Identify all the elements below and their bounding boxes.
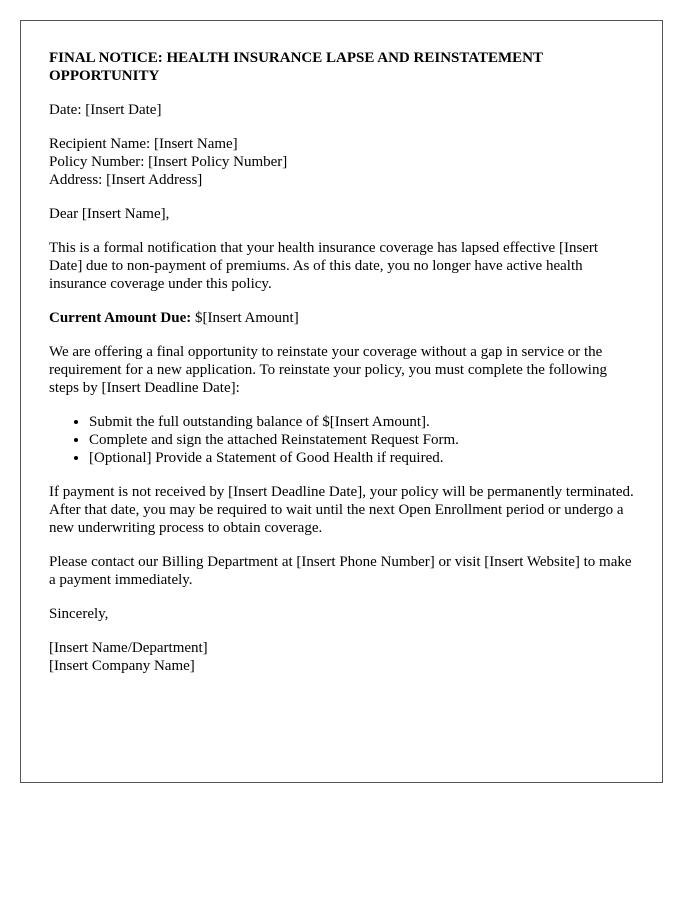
amount-due-value: $[Insert Amount] bbox=[191, 310, 299, 326]
amount-due bbox=[49, 309, 634, 327]
letter-page bbox=[20, 20, 663, 783]
salutation: Dear [Insert Name], bbox=[49, 206, 170, 222]
signature-name: [Insert Name/Department] bbox=[49, 640, 208, 656]
recipient-address: Address: [Insert Address] bbox=[49, 172, 203, 188]
closing: Sincerely, bbox=[49, 606, 109, 622]
termination-paragraph: If payment is not received by [Insert Deadline Date], your policy will be permanently terminated. After that date, you may be required to wait until the next Open Enrollment period or undergo a new underwriting process to obtain coverage. bbox=[49, 484, 634, 536]
recipient-block bbox=[49, 135, 634, 189]
signature-company: [Insert Company Name] bbox=[49, 658, 195, 674]
policy-number: Policy Number: [Insert Policy Number] bbox=[49, 154, 288, 170]
letter-title: FINAL NOTICE: HEALTH INSURANCE LAPSE AND REINSTATEMENT OPPORTUNITY bbox=[49, 50, 543, 84]
contact-paragraph: Please contact our Billing Department at [Insert Phone Number] or visit [Insert Website] to make a payment immediately. bbox=[49, 554, 632, 588]
step-item: • Complete and sign the attached Reinstatement Request Form. bbox=[89, 431, 634, 449]
lapse-paragraph: This is a formal notification that your health insurance coverage has lapsed effective [Insert Date] due to non-payment of premiums. As of this date, you no longer have active health insurance coverage under this policy. bbox=[49, 240, 599, 292]
date-line: Date: [Insert Date] bbox=[49, 102, 162, 118]
amount-due-label: Current Amount Due: bbox=[49, 310, 192, 326]
steps-list bbox=[49, 413, 634, 467]
step-item: • [Optional] Provide a Statement of Good Health if required. bbox=[89, 449, 634, 467]
recipient-name: Recipient Name: [Insert Name] bbox=[49, 136, 238, 152]
step-item: • Submit the full outstanding balance of $[Insert Amount]. bbox=[89, 413, 634, 431]
reinstatement-paragraph: We are offering a final opportunity to reinstate your coverage without a gap in service or the requirement for a new application. To reinstate your policy, you must complete the following steps by [Insert Deadline Date]: bbox=[49, 344, 607, 396]
signature-block bbox=[49, 639, 634, 675]
